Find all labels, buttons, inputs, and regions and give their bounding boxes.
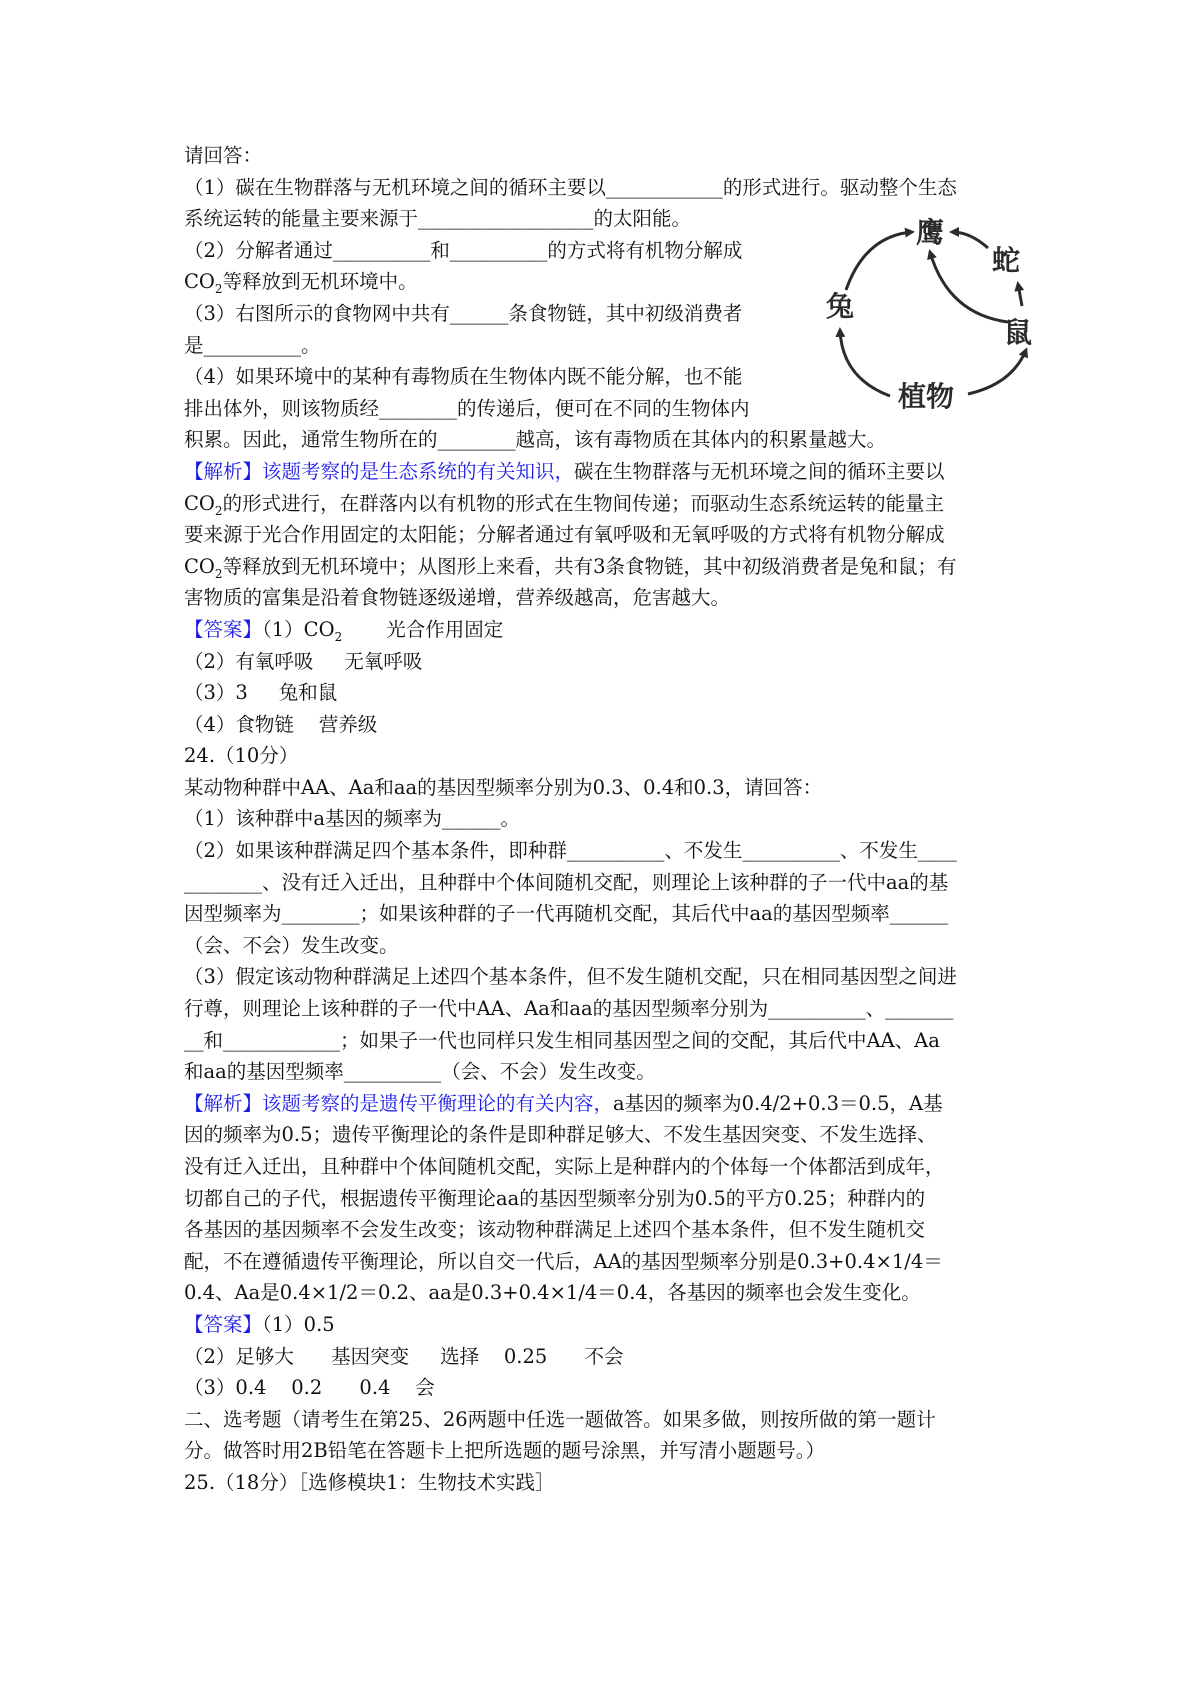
co2-subscript: 2 <box>334 629 343 644</box>
co2-line-suffix: 等释放到无机环境中。 <box>222 270 418 294</box>
co2-subscript: 2 <box>214 566 223 581</box>
food-web-node-plant: 植物 <box>898 380 955 413</box>
section2-line: 分。做答时用2B铅笔在答题卡上把所选题的题号涂黑，并写清小题题号。） <box>184 1439 825 1463</box>
analysis-topic: 该题考察的是生态系统的有关知识， <box>262 459 575 483</box>
q24-analysis-line: 0.4、Aa是0.4×1/2＝0.2、aa是0.3+0.4×1/4＝0.4，各基因的频率也会发生变化。 <box>184 1281 921 1305</box>
co2-subscript: 2 <box>214 282 223 297</box>
analysis-text: 碳在生物群落与无机环境之间的循环主要以 <box>574 459 945 483</box>
q23-line: （3）右图所示的食物网中共有______条食物链，其中初级消费者 <box>184 301 743 325</box>
q24-line: ________、没有迁入迁出，且种群中个体间随机交配，则理论上该种群的子一代中aa的基 <box>184 870 949 894</box>
q23-analysis-line <box>184 456 1030 488</box>
arrow-rat-to-snake <box>1018 284 1022 306</box>
q24-line: （会、不会）发生改变。 <box>184 933 399 957</box>
q24-answer-line: （3）0.4 0.2 0.4 会 <box>184 1376 435 1400</box>
co2-text: CO <box>184 554 215 578</box>
q23-line: 系统运转的能量主要来源于__________________的太阳能。 <box>184 207 692 231</box>
q24-line: 行尊，则理论上该种群的子一代中AA、Aa和aa的基因型频率分别为__________、_______ <box>184 997 954 1021</box>
q23-answer-line: （2）有氧呼吸 无氧呼吸 <box>184 649 423 673</box>
q23-analysis-line <box>184 488 1030 520</box>
q24-line: 某动物种群中AA、Aa和aa的基因型频率分别为0.3、0.4和0.3，请回答： <box>184 775 823 799</box>
q24-line: （2）如果该种群满足四个基本条件，即种群__________、不发生__________、不发生____ <box>184 839 957 863</box>
arrow-rabbit-to-hawk <box>846 232 912 290</box>
answer-text: （1）CO <box>262 617 335 641</box>
analysis-label: 【解析】 <box>184 1091 263 1115</box>
q23-analysis-line: 要来源于光合作用固定的太阳能；分解者通过有氧呼吸和无氧呼吸的方式将有机物分解成 <box>184 523 945 547</box>
co2-text: CO <box>184 270 215 294</box>
q24-header: 24.（10分） <box>184 744 299 768</box>
q23-line: 排出体外，则该物质经________的传递后，便可在不同的生物体内 <box>184 396 750 420</box>
arrow-snake-to-hawk <box>952 232 988 248</box>
co2-subscript: 2 <box>214 503 223 518</box>
answer-text: 光合作用固定 <box>386 617 504 641</box>
q24-analysis-line: 没有迁入迁出，且种群中个体间随机交配，实际上是种群内的个体每一个体都活到成年， <box>184 1155 945 1178</box>
food-web-node-rabbit: 兔 <box>826 290 855 323</box>
analysis-text: 等释放到无机环境中；从图形上来看，共有3条食物链，其中初级消费者是兔和鼠；有 <box>222 554 957 578</box>
co2-text: CO <box>184 491 215 515</box>
q23-line: （2）分解者通过__________和__________的方式将有机物分解成 <box>184 238 743 262</box>
section2-line: 25.（18分）［选修模块1：生物技术实践］ <box>184 1470 555 1494</box>
q23-answer-line <box>184 614 1030 646</box>
arrow-plant-to-rat <box>968 350 1026 394</box>
arrow-plant-to-rabbit <box>840 330 890 396</box>
q24-answer-line <box>184 1309 1030 1341</box>
q23-line: （4）如果环境中的某种有毒物质在生物体内既不能分解，也不能 <box>184 365 743 389</box>
food-web-node-rat: 鼠 <box>1004 316 1033 349</box>
q24-analysis-line: 切都自己的子代，根据遗传平衡理论aa的基因型频率分别为0.5的平方0.25；种群内的 <box>184 1186 926 1210</box>
q24-line: 和aa的基因型频率__________（会、不会）发生改变。 <box>184 1060 656 1084</box>
q23-analysis-line: 害物质的富集是沿着食物链逐级递增，营养级越高，危害越大。 <box>184 586 731 610</box>
food-web-figure <box>826 216 1040 418</box>
answer-text: （1）0.5 <box>262 1312 335 1336</box>
q23-intro: 请回答： <box>184 144 263 167</box>
q24-answer-line: （2）足够大 基因突变 选择 0.25 不会 <box>184 1344 624 1368</box>
q23-answer-line: （3）3 兔和鼠 <box>184 681 338 705</box>
q24-analysis-line <box>184 1088 1030 1120</box>
food-web-node-hawk: 鹰 <box>916 216 945 249</box>
q24-analysis-line: 配，不在遵循遗传平衡理论，所以自交一代后，AA的基因型频率分别是0.3+0.4×1/4＝ <box>184 1249 943 1273</box>
analysis-topic: 该题考察的是遗传平衡理论的有关内容， <box>262 1091 614 1115</box>
q23-line: （1）碳在生物群落与无机环境之间的循环主要以____________的形式进行。驱动整个生态 <box>184 175 957 199</box>
q24-line: 因型频率为________；如果该种群的子一代再随机交配，其后代中aa的基因型频率______ <box>184 902 949 926</box>
q23-analysis-line <box>184 551 1030 583</box>
analysis-label: 【解析】 <box>184 459 263 483</box>
q23-line: 是__________。 <box>184 333 321 357</box>
section2-line: 二、选考题（请考生在第25、26两题中任选一题做答。如果多做，则按所做的第一题计 <box>184 1407 936 1431</box>
q24-analysis-line: 因的频率为0.5；遗传平衡理论的条件是即种群足够大、不发生基因突变、不发生选择、 <box>184 1123 937 1147</box>
food-web-node-snake: 蛇 <box>992 244 1021 277</box>
q23-line: 积累。因此，通常生物所在的________越高，该有毒物质在其体内的积累量越大。 <box>184 428 887 452</box>
analysis-text: a基因的频率为0.4/2+0.3＝0.5，A基 <box>613 1091 943 1115</box>
answer-label: 【答案】 <box>184 1312 263 1336</box>
answer-label: 【答案】 <box>184 617 263 641</box>
q24-line: （1）该种群中a基因的频率为______。 <box>184 807 521 831</box>
q23-answer-line: （4）食物链 营养级 <box>184 712 378 736</box>
analysis-text: 的形式进行，在群落内以有机物的形式在生物间传递；而驱动生态系统运转的能量主 <box>222 491 945 515</box>
q24-line: （3）假定该动物种群满足上述四个基本条件，但不发生随机交配，只在相同基因型之间进 <box>184 965 957 989</box>
q24-analysis-line: 各基因的基因频率不会发生改变；该动物种群满足上述四个基本条件，但不发生随机交 <box>184 1218 926 1242</box>
q24-line: __和____________；如果子一代也同样只发生相同基因型之间的交配，其后代中AA、Aa <box>184 1028 940 1052</box>
